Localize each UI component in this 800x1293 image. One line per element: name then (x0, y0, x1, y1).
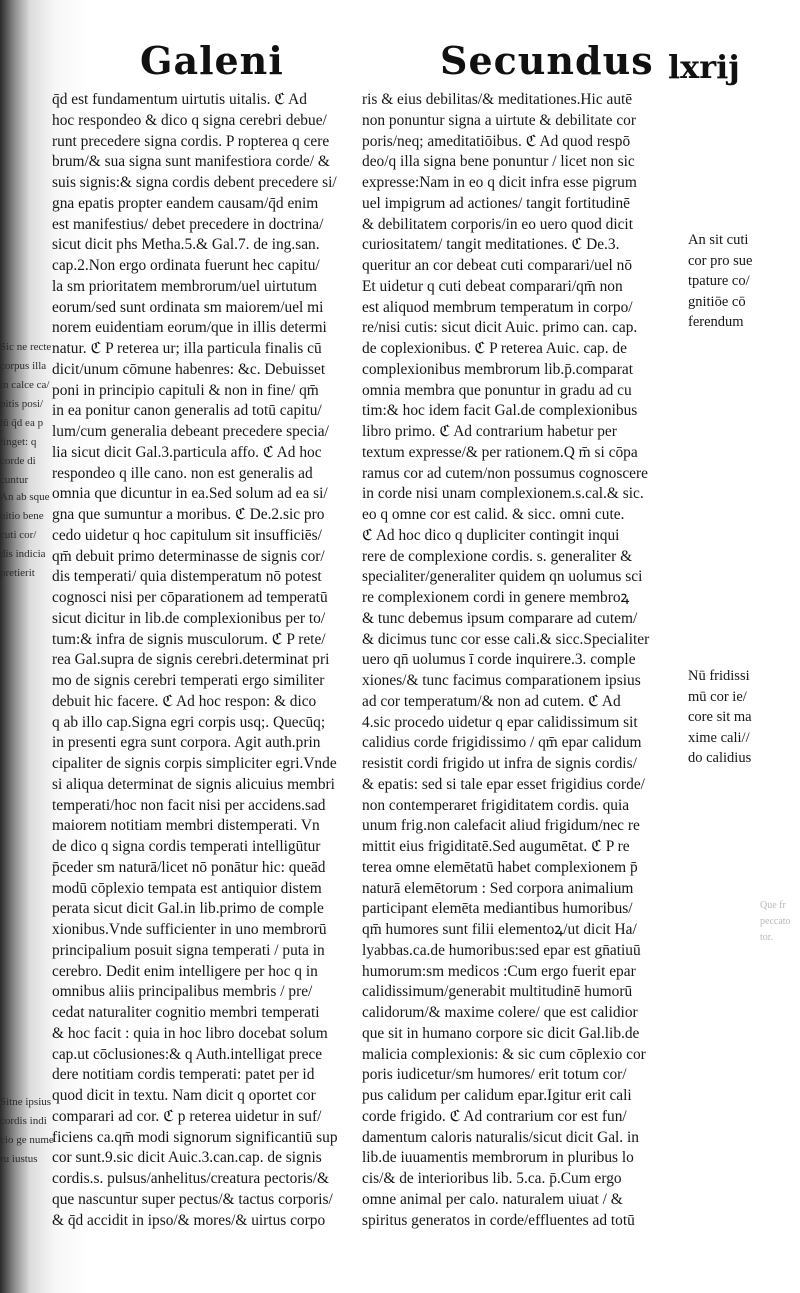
text-line: quod dicit in textu. Nam dicit q oportet cor (52, 1087, 316, 1104)
text-line: core sit ma (688, 709, 752, 725)
text-line: ru iustus (0, 1153, 38, 1165)
text-line: & q̄d accidit in ipso/& mores/& uirtus corpo (52, 1211, 326, 1229)
text-line: xiones/& tunc facimus comparationem ipsius (362, 672, 641, 689)
text-line: xime cali// (688, 729, 750, 746)
text-line: omnia membra que ponuntur in gradu ad cu (362, 381, 632, 399)
text-line: Et uidetur q cuti debeat comparari/qm̄ non (362, 277, 623, 295)
text-line: comparari ad cor. ℭ p reterea uidetur in suf/ (52, 1107, 322, 1125)
text-line: gna que sumuntur a moribus. ℭ De.2.sic pro (52, 506, 325, 523)
text-line: participant elemēta mediantibus humoribus/ (362, 900, 633, 918)
text-line: tū q̄d ea p (0, 417, 44, 429)
text-line: q̄d est fundamentum uirtutis uitalis. ℭ Ad (52, 91, 307, 108)
text-line: cap.2.Non ergo ordinata fuerunt hec capitu/ (52, 257, 320, 274)
text-line: cio ge nume (0, 1134, 54, 1146)
text-line: suis signis:& signa cordis debent precedere si/ (52, 174, 337, 191)
running-head-center: Secundus (440, 38, 654, 83)
text-line: Sic ne recte (0, 341, 52, 353)
text-line: dis indicia (0, 548, 46, 560)
text-line: eo q omne cor est calid. & sicc. omni cute. (362, 506, 625, 523)
text-line: qm̄ humores sunt filii elementoꝝ/ut dicit Ha/ (362, 921, 637, 938)
text-line: & hoc facit : quia in hoc libro docebat solum (52, 1024, 328, 1042)
text-line: pitis posi/ (0, 398, 44, 410)
text-line: mittit eius frigiditatē.Sed augumētat. ℭ P re (362, 838, 630, 855)
text-line: uel impigrum ad actiones/ tangit fortitudinē (362, 194, 630, 212)
text-line: pus calidum per calidum epar.Igitur erit cali (362, 1087, 632, 1104)
left-marginal-gloss-1 (0, 338, 52, 490)
text-line: cor sunt.9.sic dicit Auic.3.can.cap. de signis (52, 1149, 322, 1167)
text-line: gnitiōe cō (688, 293, 746, 310)
text-line: rea Gal.supra de signis cerebri.determinat pri (52, 651, 330, 669)
text-line: mo de signis cerebri temperati ergo similiter (52, 672, 325, 689)
text-line: modū cōplexio tempata est antiquior distem (52, 879, 322, 897)
text-line: cipaliter de signis corpis simpliciter egri.Vnde (52, 755, 337, 772)
text-line: in corde nisi unam complexionem.s.cal.& sic. (362, 485, 644, 503)
text-line: damentum caloris naturalis/sicut dicit Gal. in (362, 1128, 639, 1146)
text-line: ramus cor ad cutem/non possumus cognoscere (362, 464, 648, 482)
text-line: An ab sque (0, 491, 50, 503)
text-line: tor. (760, 932, 774, 943)
text-line: p̄ceder sm naturā/licet nō ponātur hic: queād (52, 858, 326, 876)
left-marginal-gloss-2 (0, 488, 48, 583)
text-line: q ab illo cap.Signa egri corpis usq;. Quecūq; (52, 713, 326, 731)
text-line: temperati/hoc non facit nisi per accidens.sad (52, 796, 326, 814)
text-line: poni in principio capituli & non in fine/ qm̄ (52, 381, 319, 399)
text-line: poris iudicetur/sm humores/ erit totum cor/ (362, 1066, 627, 1084)
text-line: perata sicut dicit Gal.in lib.primo de comple (52, 900, 324, 918)
running-head-left: Galeni (140, 38, 284, 83)
text-line: lyabbas.ca.de humoribus:sed epar est gn̄atiuū (362, 941, 641, 959)
text-line: runt precedere signa cordis. P ropterea q cere (52, 132, 330, 150)
text-line: maiorem notitiam membri distemperati. Vn (52, 817, 320, 835)
folio-number: lxrij (668, 48, 740, 86)
text-line: cor pro sue (688, 252, 753, 269)
text-line: gna epatis propter eandem causam/q̄d enim (52, 194, 319, 212)
text-line: la sm prioritatem membrorum/uel uirtutum (52, 277, 318, 295)
text-line: debuit hic facere. ℭ Ad hoc respon: & dico (52, 692, 317, 710)
text-line: sicut dicitur in lib.de complexionibus per to/ (52, 609, 326, 627)
text-line: lia sicut dicit Gal.3.particula affo. ℭ Ad hoc (52, 443, 322, 461)
text-line: pretierit (0, 567, 35, 579)
text-line: rere de complexione cordis. s. generaliter & (362, 547, 633, 565)
right-marginal-gloss-1 (688, 230, 796, 333)
right-marginal-gloss-faint (760, 898, 800, 946)
text-line: specialiter/generaliter quidem qn uolumus sci (362, 568, 643, 586)
text-line: cordis indi (0, 1115, 47, 1127)
text-line: dicit/unum cōmune habenres: &c. Debuisset (52, 360, 326, 378)
text-line: lib.de iuuamentis membrorum in pluribus lo (362, 1149, 634, 1167)
right-marginal-gloss-2 (688, 666, 796, 769)
text-line: cedat naturaliter cognitio membri temperati (52, 1004, 320, 1021)
text-line: corde frigido. ℭ Ad contrarium cor est fun/ (362, 1107, 627, 1125)
text-line: textum expresse/& per rationem.Q m̄ si cōpa (362, 443, 638, 461)
text-line: deo/q illa signa bene ponuntur / licet non sic (362, 153, 635, 171)
text-line: tum:& infra de signis musculorum. ℭ P rete/ (52, 630, 326, 648)
text-line: tinget: q (0, 436, 37, 448)
text-line: qm̄ debuit primo determinasse de signis cor/ (52, 547, 325, 565)
text-line: queritur an cor debeat cuti comparari/uel nō (362, 257, 633, 274)
text-line: & debilitatem corporis/in eo uero quod dicit (362, 215, 633, 233)
text-line: lum/cum generalia debeant precedere specia/ (52, 423, 329, 440)
text-line: terea omne elemētatū habet complexionem p̄ (362, 858, 638, 876)
text-line: que nascuntur super pectus/& tactus corporis/ (52, 1190, 333, 1208)
running-header (0, 18, 800, 86)
text-line: cerebro. Dedit enim intelligere per hoc q in (52, 962, 318, 980)
text-line: re complexionem cordi in genere membroꝝ (362, 589, 630, 606)
right-text-column (362, 90, 684, 1231)
text-line: resistit cordi frigido ut infra de signis cordis/ (362, 755, 637, 772)
text-line: ferendum (688, 314, 744, 330)
text-line: non ponuntur signa a uirtute & debilitate cor (362, 111, 636, 129)
text-line: & dicimus tunc cor esse cali.& sicc.Specialiter (362, 630, 650, 648)
text-line: si aliqua determinat de signis alicuius membri (52, 775, 335, 793)
text-line: omnibus aliis principalibus membris / pre/ (52, 983, 313, 1001)
text-line: calidissimum/generabit multitudinē humorū (362, 983, 633, 1001)
text-line: dis temperati/ quia distemperatum nō potest (52, 568, 322, 586)
text-line: ris & eius debilitas/& meditationes.Hic autē (362, 91, 633, 108)
text-line: brum/& sua signa sunt manifestiora corde/ & (52, 153, 330, 171)
text-line: ad cor temperatum/& non ad cutem. ℭ Ad (362, 692, 621, 710)
text-line: hoc respondeo & dico q signa cerebri debue/ (52, 111, 327, 129)
text-line: Sitne ipsius (0, 1096, 52, 1108)
text-line: 4.sic procedo uidetur q epar calidissimum sit (362, 713, 638, 731)
text-line: corpus illa (0, 360, 47, 372)
text-line: uitio bene (0, 510, 44, 522)
text-line: natur. ℭ P reterea ur; illa particula finalis cū (52, 340, 322, 357)
text-line: re/nisi cutis: sicut dicit Auic. primo can. cap. (362, 319, 638, 337)
text-line: que sit in humano corpore sic dicit Gal.lib.de (362, 1024, 640, 1042)
text-line: cognosci nisi per cōparationem ad temperatū (52, 589, 328, 606)
text-line: cap.ut cōclusiones:& q Auth.intelligat prece (52, 1045, 323, 1063)
text-line: mū cor ie/ (688, 688, 747, 705)
text-line: in presenti egra sunt corpora. Agit auth.prin (52, 734, 321, 752)
text-line: ficiens ca.qm̄ modi signorum significantiū sup (52, 1128, 338, 1146)
text-line: & epatis: sed si tale epar esset frigidius corde/ (362, 775, 645, 793)
text-line: in calce ca/ (0, 379, 50, 391)
text-line: unum frig.non calefacit aliud frigidum/nec re (362, 817, 640, 835)
text-line: omnia que dicuntur in ea.Sed solum ad ea si/ (52, 485, 328, 503)
left-marginal-gloss-3 (0, 1093, 54, 1169)
text-line: tpature co/ (688, 273, 750, 289)
text-line: non contemperaret frigiditatem cordis. quia (362, 796, 630, 814)
text-line: poris/neq; ameditatiōibus. ℭ Ad quod respō (362, 132, 631, 150)
text-line: expresse:Nam in eo q dicit infra esse pigrum (362, 174, 637, 191)
text-line: eorum/sed sunt ordinata sm maiorem/uel mi (52, 298, 324, 316)
text-line: cuti cor/ (0, 529, 37, 541)
text-line: complexionibus membrorum lib.p̄.comparat (362, 360, 633, 378)
text-line: dere notitiam cordis temperati: patet per id (52, 1066, 315, 1084)
text-line: Nū fridissi (688, 668, 750, 684)
text-line: cis/& de interioribus lib. 5.ca. p̄.Cum ergo (362, 1170, 622, 1187)
text-line: est aliquod membrum temperatum in corpo/ (362, 298, 633, 316)
text-line: & tunc debemus ipsum comparare ad cutem/ (362, 609, 638, 627)
text-line: de coplexionibus. ℭ P reterea Auic. cap. de (362, 340, 627, 357)
text-line: peccato (760, 916, 791, 927)
text-line: cuntur (0, 474, 29, 486)
text-line: est manifestius/ debet precedere in doctrina/ (52, 215, 324, 233)
text-line: corde di (0, 455, 36, 467)
text-line: naturā elemētorum : Sed corpora animalium (362, 879, 634, 897)
text-line: xionibus.Vnde sufficienter in uno membrorū (52, 921, 327, 938)
text-line: sicut dicit phs Metha.5.& Gal.7. de ing.san. (52, 236, 320, 254)
text-line: principalium posuit signa temperati / puta in (52, 941, 325, 959)
text-line: libro primo. ℭ Ad contrarium habetur per (362, 423, 617, 440)
text-line: in ea ponitur canon generalis ad totū capitu/ (52, 402, 322, 420)
text-line: cedo uidetur q hoc capitulum sit insufficiēs/ (52, 526, 322, 544)
text-line: ℭ Ad hoc dico q dupliciter contingit inqui (362, 526, 620, 544)
text-line: calidius corde frigidissimo / qm̄ epar calidum (362, 734, 642, 752)
text-line: omne animal per calo. naturalem uiuat / & (362, 1190, 623, 1208)
text-line: respondeo q ille cano. non est generalis ad (52, 464, 313, 482)
text-line: de dico q signa cordis temperati intelligūtur (52, 838, 321, 855)
text-line: humorum:sm medicos :Cum ergo fuerit epar (362, 962, 636, 980)
text-line: Que fr (760, 900, 786, 911)
text-line: tim:& hoc idem facit Gal.de complexionibus (362, 402, 638, 420)
text-line: spiritus generatos in corde/effluentes ad totū (362, 1211, 635, 1229)
text-line: norem euidentiam eorum/que in illis determi (52, 319, 327, 337)
text-line: An sit cuti (688, 232, 749, 248)
text-line: calidorum/& maxime colere/ que est calidior (362, 1004, 638, 1021)
text-line: cordis.s. pulsus/anhelitus/creatura pectoris/& (52, 1170, 329, 1187)
text-line: malicia complexionis: & sic cum cōplexio cor (362, 1045, 646, 1063)
left-text-column (52, 90, 350, 1231)
text-line: do calidius (688, 750, 752, 766)
text-line: uero qn̄ uolumus ī corde inquirere.3. comple (362, 651, 636, 669)
text-line: curiositatem/ tangit meditationes. ℭ De.3. (362, 236, 620, 254)
